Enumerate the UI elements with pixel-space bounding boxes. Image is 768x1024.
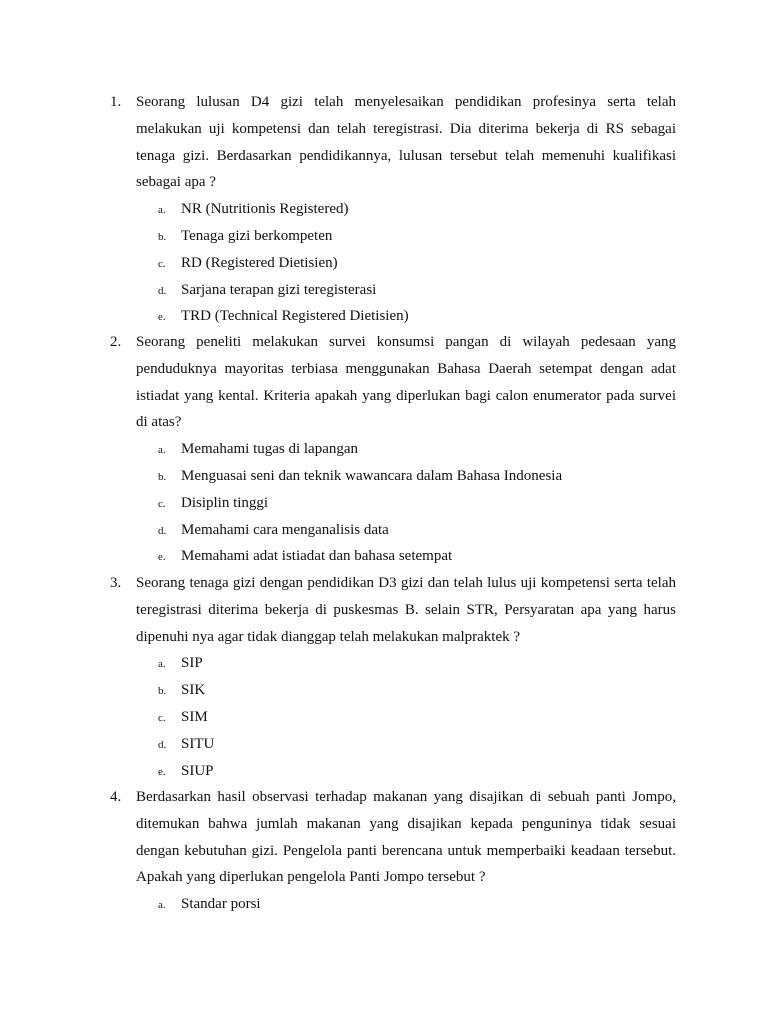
option-item (136, 277, 676, 304)
option-text: Disiplin tinggi (181, 494, 269, 511)
option-item (136, 731, 676, 758)
option-item (136, 250, 676, 277)
option-letter: d. (158, 524, 167, 537)
question-text: Seorang peneliti melakukan survei konsumsi pangan di wilayah pedesaan yang penduduknya mayoritas terbiasa menggunakan Bahasa Daerah setempat dengan adat istiadat yang kental. Kriteria apakah yang diperlukan bagi calon enumerator pada survei di atas? (136, 334, 676, 431)
question-text: Seorang tenaga gizi dengan pendidikan D3 gizi dan telah lulus uji kompetensi serta telah teregistrasi diterima bekerja di puskesmas B. selain STR, Persyaratan apa yang harus dipenuhi nya agar tidak dianggap telah melakukan malpraktek ? (136, 575, 676, 645)
option-letter: e. (158, 765, 166, 778)
question-1 (110, 89, 676, 330)
option-item (136, 704, 676, 731)
question-3 (110, 570, 676, 784)
question-2 (110, 329, 676, 570)
option-text: Sarjana terapan gizi teregisterasi (181, 281, 377, 298)
option-letter: a. (158, 658, 166, 671)
option-text: TRD (Technical Registered Dietisien) (181, 308, 409, 325)
option-item (136, 196, 676, 223)
option-text: SIP (181, 655, 203, 672)
option-letter: b. (158, 685, 167, 698)
option-list (136, 436, 676, 570)
question-text: Berdasarkan hasil observasi terhadap makanan yang disajikan di sebuah panti Jompo, ditemukan bahwa jumlah makanan yang disajikan kepada penguninya tidak sesuai dengan kebutuhan gizi. Pengelola panti berencana untuk memperbaiki keadaan tersebut. Apakah yang diperlukan pengelola Panti Jompo tersebut ? (136, 789, 676, 886)
option-item (136, 543, 676, 570)
option-text: Memahami adat istiadat dan bahasa setempat (181, 548, 453, 565)
option-letter: d. (158, 284, 167, 297)
option-item (136, 490, 676, 517)
option-text: NR (Nutritionis Registered) (181, 201, 349, 218)
option-text: Tenaga gizi berkompeten (181, 227, 333, 244)
question-number: 4. (110, 789, 122, 805)
option-item (136, 463, 676, 490)
option-item (136, 303, 676, 330)
option-text: SIUP (181, 762, 214, 779)
option-letter: d. (158, 738, 167, 751)
option-letter: b. (158, 470, 167, 483)
question-number: 1. (110, 94, 122, 110)
question-number: 2. (110, 334, 122, 350)
option-list (136, 196, 676, 330)
question-number: 3. (110, 575, 122, 591)
option-item (136, 517, 676, 544)
option-item (136, 650, 676, 677)
option-letter: e. (158, 551, 166, 564)
option-item (136, 758, 676, 785)
option-text: SITU (181, 735, 215, 752)
option-letter: c. (158, 497, 166, 510)
option-item (136, 223, 676, 250)
option-letter: a. (158, 444, 166, 457)
option-letter: a. (158, 899, 166, 912)
option-text: Memahami cara menganalisis data (181, 521, 389, 538)
option-text: Standar porsi (181, 896, 261, 913)
option-list (136, 891, 676, 918)
option-text: Memahami tugas di lapangan (181, 441, 359, 458)
option-text: RD (Registered Dietisien) (181, 254, 338, 271)
option-letter: a. (158, 204, 166, 217)
option-item (136, 677, 676, 704)
question-text: Seorang lulusan D4 gizi telah menyelesaikan pendidikan profesinya serta telah melakukan uji kompetensi dan telah teregistrasi. Dia diterima bekerja di RS sebagai tenaga gizi. Berdasarkan pendidikannya, lulusan tersebut telah memenuhi kualifikasi sebagai apa ? (136, 94, 676, 191)
option-item (136, 436, 676, 463)
option-text: SIK (181, 682, 206, 699)
option-letter: c. (158, 257, 166, 270)
option-text: Menguasai seni dan teknik wawancara dalam Bahasa Indonesia (181, 467, 563, 484)
question-4 (110, 784, 676, 918)
option-letter: c. (158, 711, 166, 724)
option-item (136, 891, 676, 918)
option-letter: b. (158, 230, 167, 243)
option-list (136, 650, 676, 784)
option-text: SIM (181, 708, 208, 725)
option-letter: e. (158, 311, 166, 324)
